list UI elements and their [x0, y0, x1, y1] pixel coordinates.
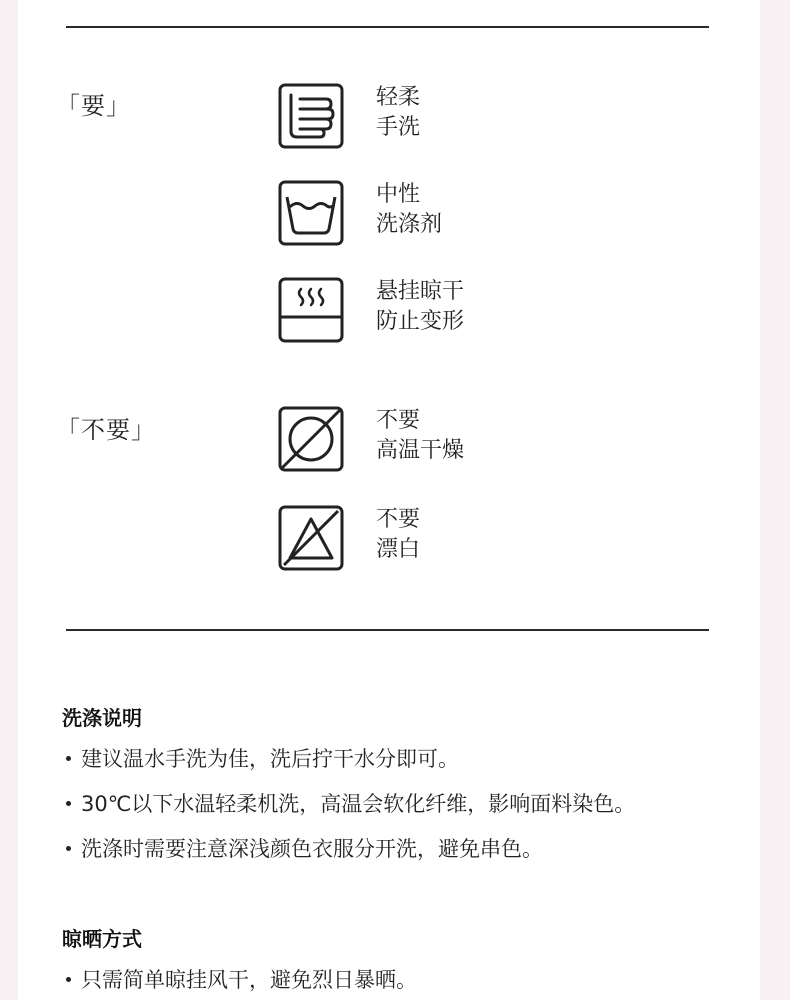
dont-group-label: 「不要」 [56, 416, 156, 444]
wash-bullet-text: 30℃以下水温轻柔机洗，高温会软化纤维，影响面料染色。 [81, 792, 636, 816]
no-tumble-dry-icon [278, 406, 344, 472]
care-item-text [376, 505, 420, 565]
care-item-line2: 洗涤剂 [376, 212, 443, 237]
care-item-neutral-detergent [278, 180, 578, 246]
bullet-dot [66, 801, 71, 806]
care-item-text [376, 406, 464, 466]
care-item-text [376, 277, 464, 337]
wash-bullet [66, 833, 543, 863]
care-item-text [376, 180, 442, 240]
care-item-line2: 防止变形 [376, 309, 465, 334]
care-item-no-tumble-dry [278, 406, 578, 472]
care-item-line1: 不要 [376, 408, 421, 433]
care-item-line1: 悬挂晾干 [376, 279, 465, 304]
care-item-text [376, 83, 420, 143]
middle-divider [66, 629, 709, 631]
wash-bullet [66, 743, 459, 773]
care-item-line1: 中性 [376, 182, 421, 207]
care-item-hand-wash [278, 83, 578, 149]
care-item-line2: 高温干燥 [376, 438, 465, 463]
dry-bullet-text: 只需简单晾挂风干，避免烈日暴晒。 [81, 968, 417, 992]
do-group-label: 「要」 [56, 92, 131, 120]
neutral-detergent-icon [278, 180, 344, 246]
no-bleach-icon [278, 505, 344, 571]
care-item-line1: 轻柔 [376, 85, 421, 110]
wash-section-title: 洗涤说明 [62, 706, 142, 730]
care-item-line2: 手洗 [376, 115, 421, 140]
care-item-no-bleach [278, 505, 578, 571]
wash-bullet-text: 建议温水手洗为佳，洗后拧干水分即可。 [81, 747, 459, 771]
care-item-line2: 漂白 [376, 537, 421, 562]
hand-wash-icon [278, 83, 344, 149]
wash-bullet-text: 洗涤时需要注意深浅颜色衣服分开洗，避免串色。 [81, 837, 543, 861]
care-item-line1: 不要 [376, 507, 421, 532]
top-divider [66, 26, 709, 28]
wash-bullet [66, 788, 635, 818]
dry-section-title: 晾晒方式 [62, 927, 142, 951]
dry-bullet [66, 964, 417, 994]
hang-dry-icon [278, 277, 344, 343]
bullet-dot [66, 977, 71, 982]
bullet-dot [66, 846, 71, 851]
care-item-hang-dry [278, 277, 578, 343]
bullet-dot [66, 756, 71, 761]
